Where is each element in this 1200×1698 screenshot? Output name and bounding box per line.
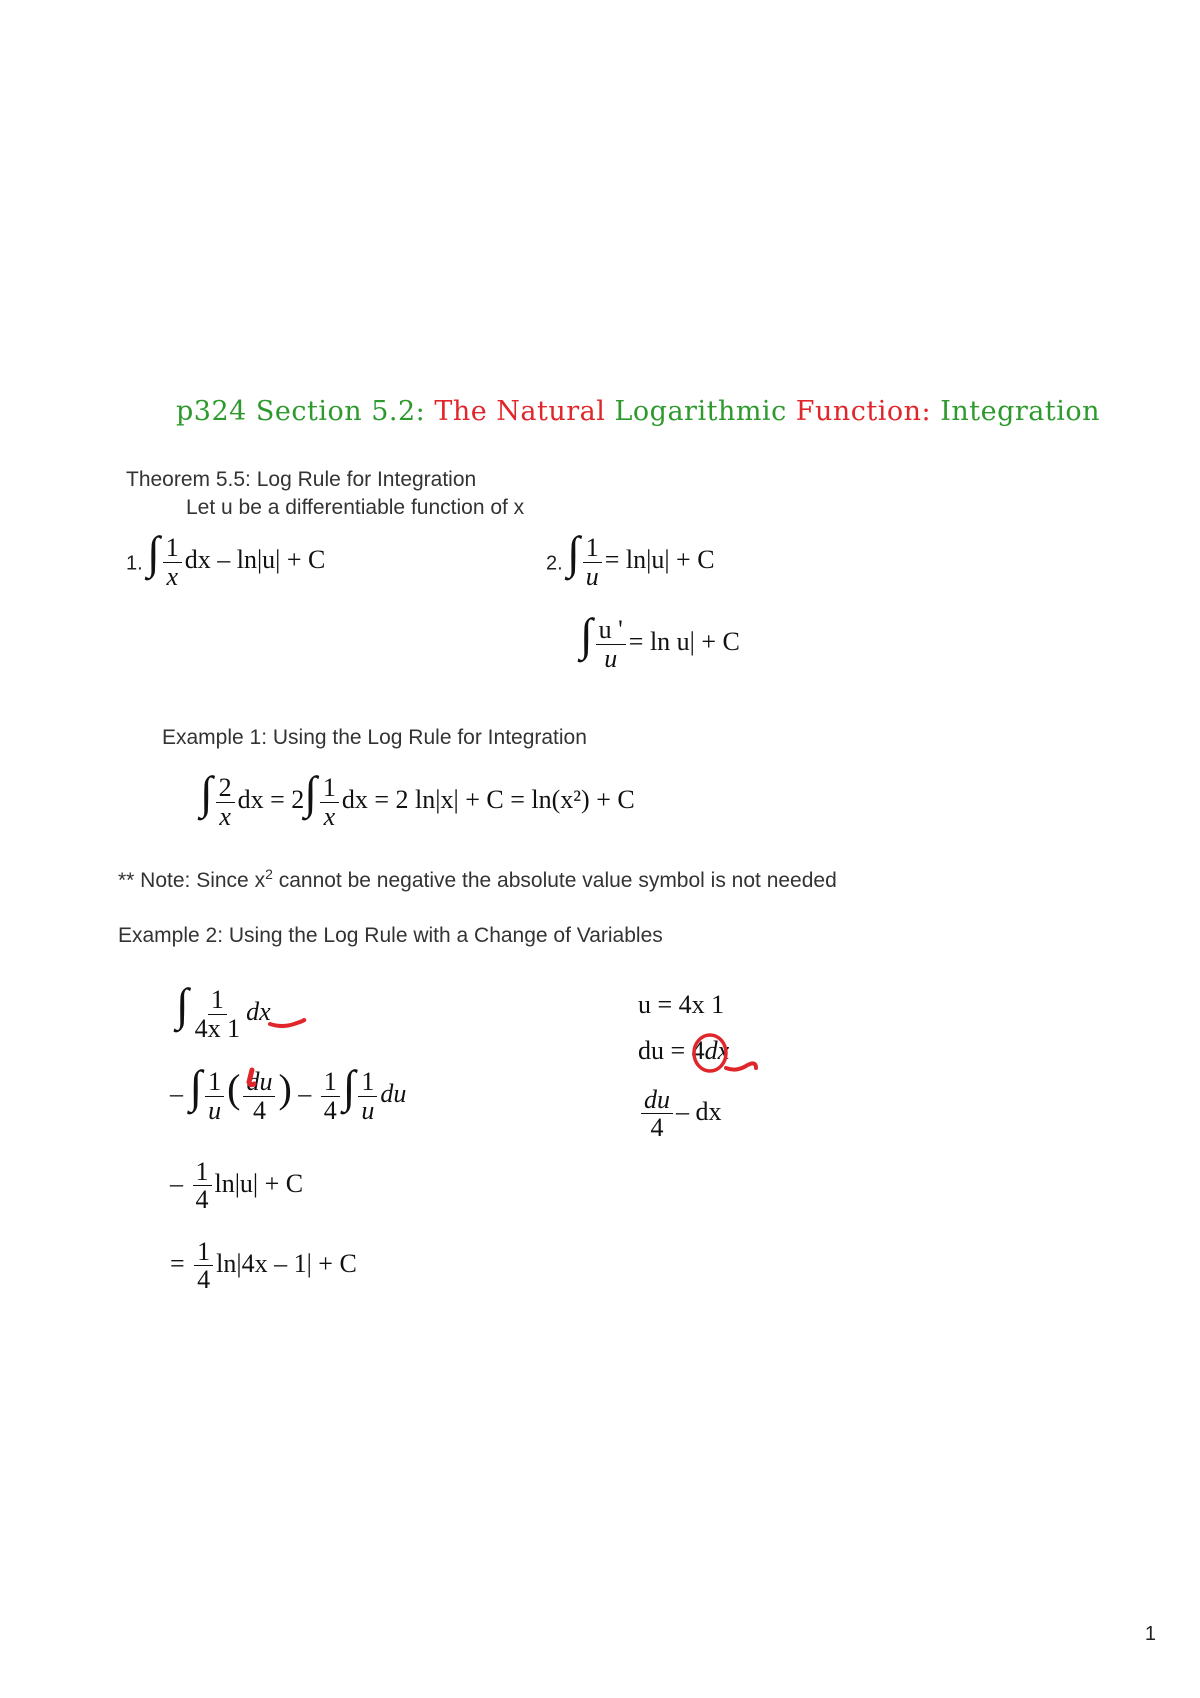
sub-du-4: 4	[691, 1036, 705, 1065]
rule-1-denominator: x	[166, 561, 179, 591]
rule-2b	[580, 609, 740, 673]
rule-2-rhs: = ln|u| + C	[604, 545, 715, 574]
example-1-equation	[200, 767, 635, 831]
sub-frac	[638, 1086, 722, 1142]
ex2-l4-den: 4	[197, 1265, 211, 1295]
theorem-premise: Let u be a differentiable function of x	[186, 496, 525, 519]
ex2-l3-num: 1	[193, 1158, 212, 1186]
ex1-num-1: 2	[216, 774, 235, 802]
ex2-l3-rhs: ln|u| + C	[214, 1168, 304, 1198]
ex1-num-2: 1	[320, 774, 339, 802]
note-prefix: ** Note: Since x	[118, 869, 266, 892]
note-suffix: cannot be negative the absolute value symbol is not needed	[272, 869, 837, 892]
integral-sign: ∫	[147, 527, 160, 578]
rule-2-denominator: u	[585, 561, 599, 591]
ex2-l4-lead: =	[170, 1248, 185, 1278]
ex2-line-3	[170, 1158, 303, 1214]
rule-1-label: 1.	[126, 552, 143, 575]
ex2-l1-denominator: 4x 1	[194, 1013, 241, 1043]
page-title	[176, 396, 1100, 427]
sub-du-dx: dx	[704, 1036, 730, 1065]
rule-2b-numerator: u '	[596, 616, 626, 644]
integral-sign: ∫	[580, 609, 593, 660]
ex2-l2-den2: 4	[252, 1095, 266, 1125]
title-part: p324 Section 5.2:	[176, 396, 435, 427]
annotation-mark	[244, 1068, 258, 1090]
rule-2b-denominator: u	[604, 643, 618, 673]
ex2-l2-den1: u	[208, 1095, 222, 1125]
ex2-l2-du: du	[380, 1079, 407, 1108]
ex2-l3-den: 4	[195, 1185, 209, 1215]
sub-frac-den: 4	[650, 1113, 664, 1143]
sub-du-lhs: du =	[638, 1036, 692, 1065]
ex2-l1-dx: dx	[246, 997, 271, 1026]
title-part: The Natural	[434, 396, 615, 427]
ex2-l2-den3: 4	[323, 1095, 337, 1125]
page-number: 1	[1144, 1623, 1156, 1645]
example-1-heading: Example 1: Using the Log Rule for Integration	[162, 726, 587, 749]
note-text	[118, 866, 837, 893]
rule-2b-rhs: = ln u| + C	[628, 627, 740, 656]
title-part: Function:	[795, 396, 941, 427]
integral-sign: ∫	[567, 527, 580, 578]
rule-1-numerator: 1	[163, 534, 182, 562]
rule-1-rhs: dx – ln|u| + C	[184, 545, 326, 574]
rule-2-label: 2.	[546, 552, 563, 575]
rule-1	[126, 527, 326, 591]
ex2-l3-lead: –	[170, 1168, 183, 1198]
ex2-l2-num2: du	[243, 1068, 275, 1096]
ex1-den-2: x	[323, 801, 336, 831]
ex2-line-4	[170, 1238, 357, 1294]
ex2-l2-lead: –	[170, 1079, 183, 1108]
example-2-heading: Example 2: Using the Log Rule with a Change of Variables	[118, 924, 663, 947]
ex2-l2-num3: 1	[321, 1068, 340, 1096]
integral-sign: ∫	[304, 767, 317, 818]
title-part: Logarithmic	[614, 396, 796, 427]
integral-sign: ∫	[342, 1061, 356, 1112]
ex2-line-2: – ∫ $\frac{1}{u}$ ( $\frac{du}{4}$ ) – $\frac{1}{4}$ ∫ $\frac{1}{u}$ du	[170, 1061, 407, 1125]
note-superscript: 2	[265, 866, 273, 882]
theorem-heading: Theorem 5.5: Log Rule for Integration	[126, 468, 477, 491]
ex2-l2-num1: 1	[205, 1068, 224, 1096]
ex2-l4-rhs: ln|4x – 1| + C	[216, 1248, 357, 1278]
ex1-den-1: x	[219, 801, 231, 831]
sub-frac-num: du	[641, 1086, 673, 1114]
rule-2-numerator: 1	[583, 534, 602, 562]
ex2-l2-num4: 1	[358, 1068, 377, 1096]
ex2-l2-den4: u	[361, 1095, 375, 1125]
sub-u: u = 4x 1	[638, 990, 725, 1019]
ex2-l2-mid: –	[298, 1079, 312, 1108]
rule-2	[546, 527, 715, 591]
integral-sign: ∫	[189, 1061, 203, 1112]
annotation-underline-sub-dx	[724, 1058, 760, 1074]
ex2-line-1	[176, 979, 271, 1043]
ex1-end: dx = 2 ln|x| + C = ln(x²) + C	[341, 785, 635, 814]
integral-sign: ∫	[200, 767, 213, 818]
integral-sign: ∫	[176, 979, 189, 1030]
ex2-l1-numerator: 1	[208, 986, 227, 1014]
title-part: Integration	[940, 396, 1101, 427]
sub-frac-rhs: – dx	[676, 1096, 722, 1126]
annotation-underline-dx	[268, 1016, 308, 1030]
ex1-mid: dx = 2	[237, 785, 305, 814]
ex2-l4-num: 1	[194, 1238, 213, 1266]
